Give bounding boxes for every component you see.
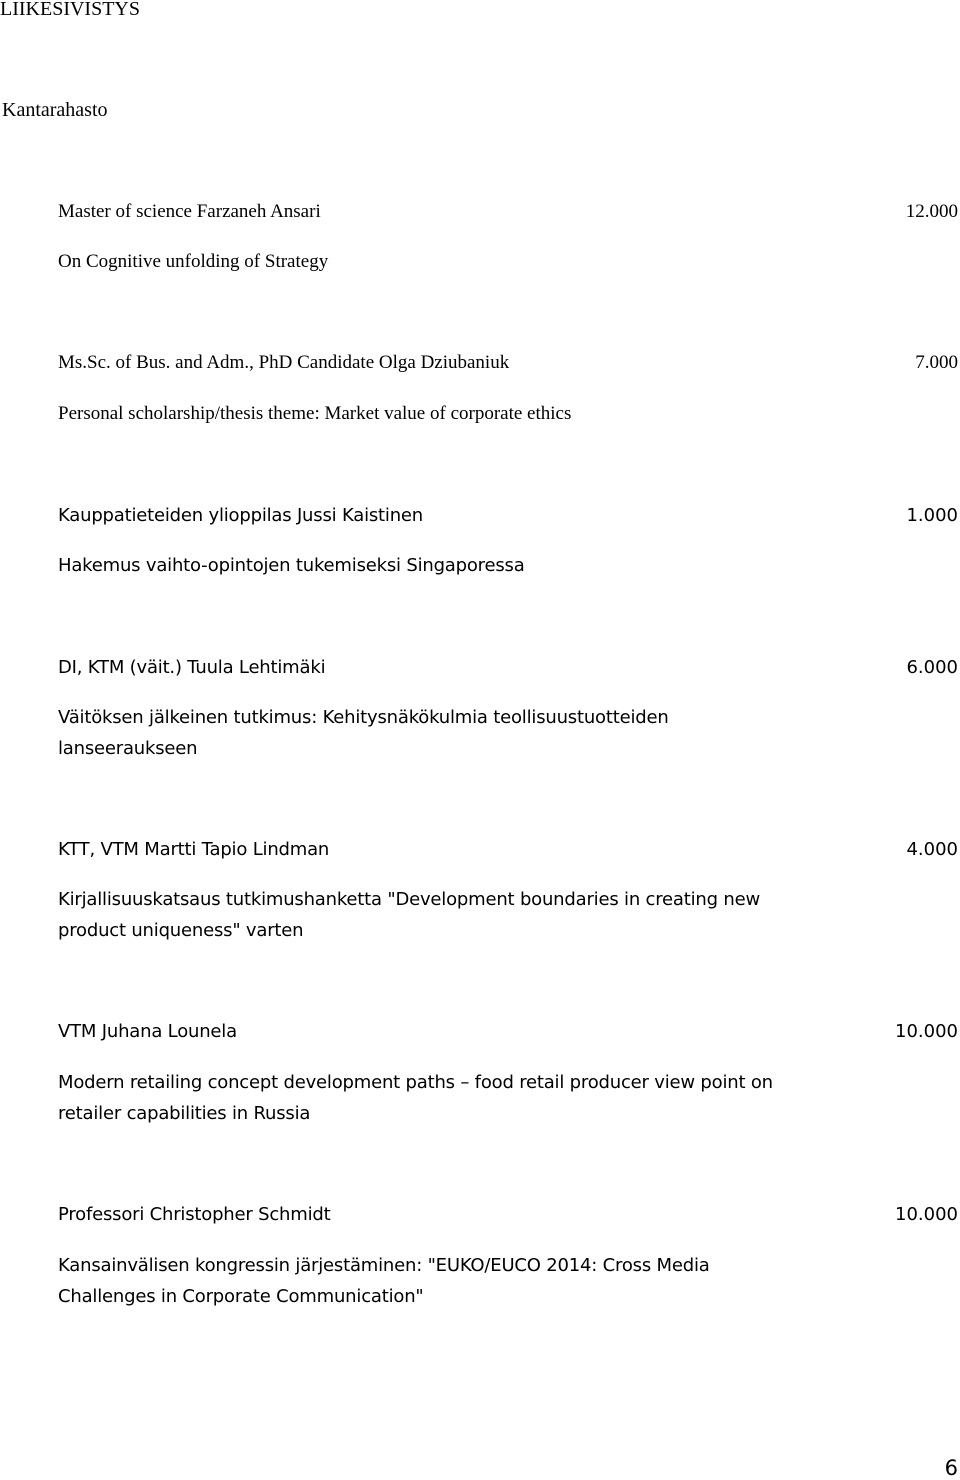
- grant-amount: 6.000: [906, 657, 958, 678]
- grant-amount: 7.000: [915, 352, 958, 373]
- grant-purpose: product uniqueness" varten: [58, 920, 304, 941]
- grant-purpose: Hakemus vaihto-opintojen tukemiseksi Singaporessa: [58, 555, 525, 576]
- grant-purpose: On Cognitive unfolding of Strategy: [58, 251, 329, 272]
- grant-recipient: KTT, VTM Martti Tapio Lindman: [58, 839, 330, 860]
- grant-amount: 10.000: [895, 1021, 958, 1042]
- grant-amount: 12.000: [905, 201, 958, 222]
- grant-purpose: Personal scholarship/thesis theme: Market value of corporate ethics: [58, 403, 572, 424]
- grant-amount: 10.000: [895, 1204, 958, 1225]
- grant-purpose: Kansainvälisen kongressin järjestäminen: "EUKO/EUCO 2014: Cross Media: [58, 1255, 710, 1276]
- grant-recipient: Professori Christopher Schmidt: [58, 1204, 331, 1225]
- grant-recipient: Kauppatieteiden ylioppilas Jussi Kaistinen: [58, 505, 423, 526]
- grant-purpose: Challenges in Corporate Communication": [58, 1286, 424, 1307]
- grant-amount: 1.000: [906, 505, 958, 526]
- grant-amount: 4.000: [906, 839, 958, 860]
- grant-purpose: retailer capabilities in Russia: [58, 1103, 311, 1124]
- grant-purpose: lanseeraukseen: [58, 738, 198, 759]
- page-number: 6: [944, 1456, 958, 1480]
- grant-purpose: Kirjallisuuskatsaus tutkimushanketta "Development boundaries in creating new: [58, 889, 760, 910]
- grant-recipient: Master of science Farzaneh Ansari: [58, 201, 321, 222]
- grant-recipient: Ms.Sc. of Bus. and Adm., PhD Candidate Olga Dziubaniuk: [58, 352, 510, 373]
- grant-recipient: VTM Juhana Lounela: [58, 1021, 237, 1042]
- fund-title: Kantarahasto: [2, 99, 108, 121]
- section-title: LIIKESIVISTYS: [0, 0, 140, 20]
- grant-recipient: DI, KTM (väit.) Tuula Lehtimäki: [58, 657, 326, 678]
- grant-purpose: Väitöksen jälkeinen tutkimus: Kehitysnäkökulmia teollisuustuotteiden: [58, 707, 669, 728]
- grant-purpose: Modern retailing concept development paths – food retail producer view point on: [58, 1072, 773, 1093]
